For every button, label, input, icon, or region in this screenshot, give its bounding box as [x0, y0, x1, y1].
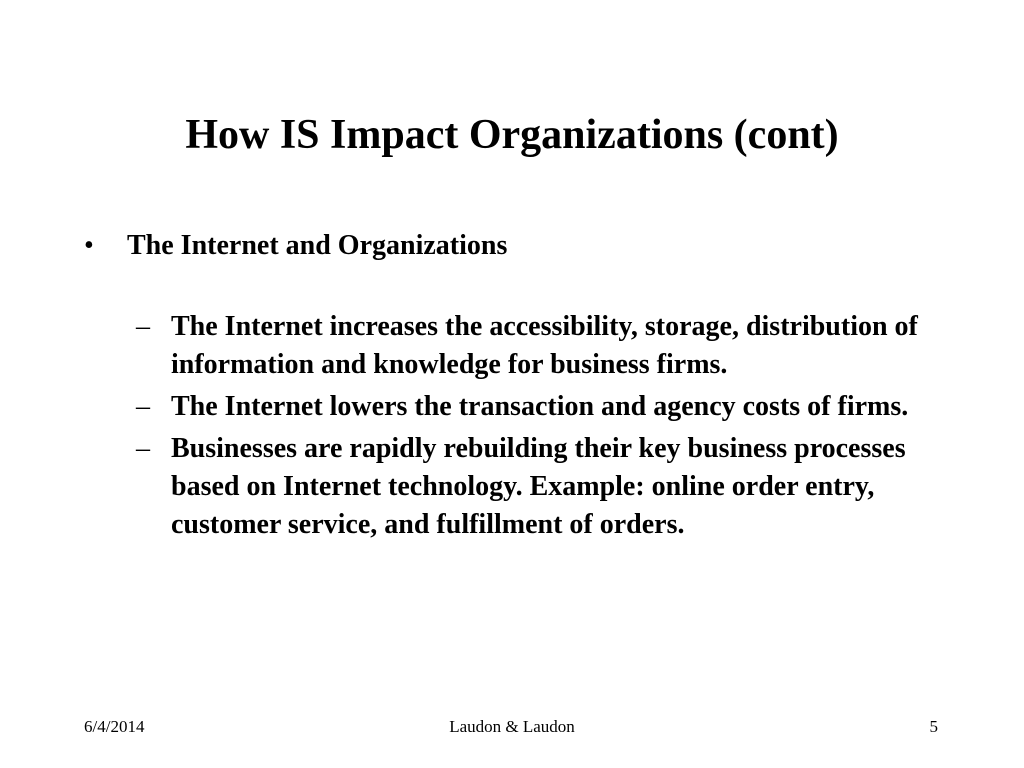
dash-icon: – — [136, 391, 150, 422]
bullet-text: The Internet and Organizations — [127, 230, 508, 261]
bullet-list — [84, 226, 964, 266]
sub-bullet-item — [136, 430, 946, 544]
bullet-item — [84, 226, 964, 266]
bullet-icon: • — [84, 230, 94, 261]
footer-page-number: 5 — [929, 717, 938, 736]
sub-bullet-text: The Internet increases the accessibility, storage, distribution of information and knowledge for business firms. — [171, 311, 918, 380]
footer-author: Laudon & Laudon — [449, 717, 575, 736]
dash-icon: – — [136, 311, 150, 342]
slide-title: How IS Impact Organizations (cont) — [185, 112, 839, 158]
sub-bullet-text: The Internet lowers the transaction and agency costs of firms. — [171, 391, 909, 422]
sub-bullet-item — [136, 388, 946, 426]
sub-bullet-item — [136, 308, 946, 384]
dash-icon: – — [136, 433, 150, 464]
footer-date: 6/4/2014 — [84, 717, 145, 736]
sub-bullet-list — [136, 308, 946, 548]
sub-bullet-text: Businesses are rapidly rebuilding their key business processes based on Internet technology. Example: online order entry, customer service, and fulfillment of orders. — [171, 433, 906, 540]
